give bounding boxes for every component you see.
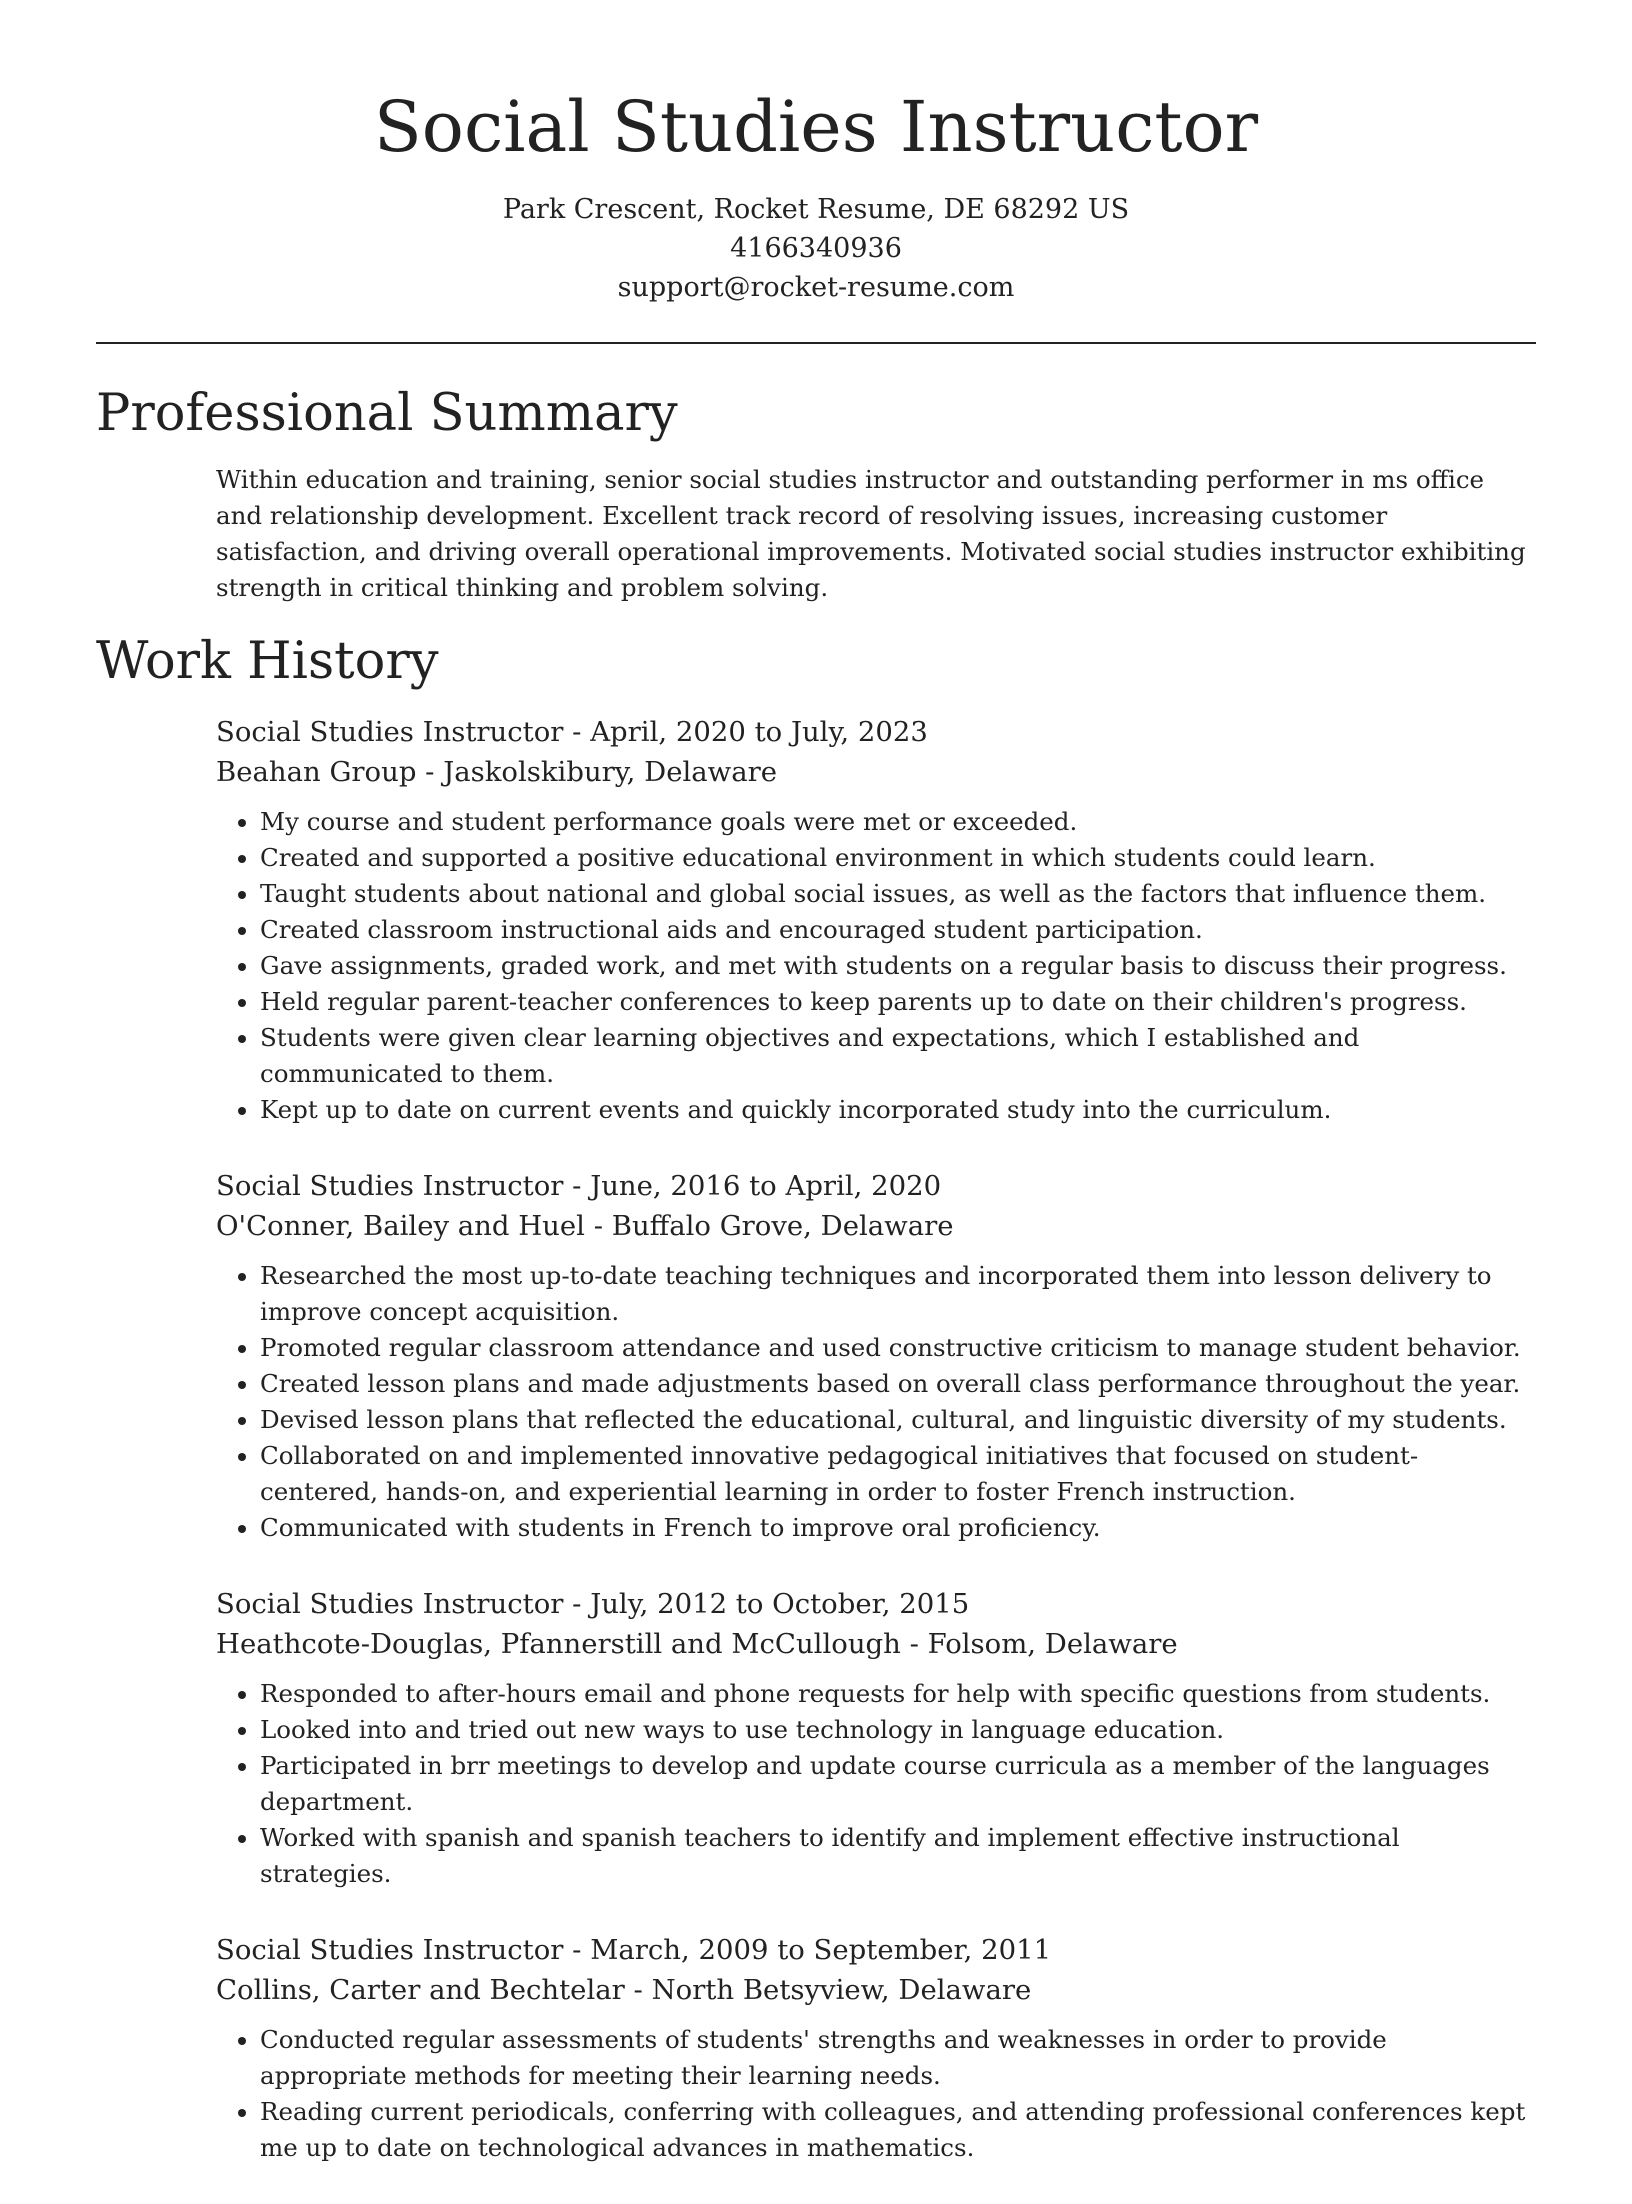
contact-phone: 4166340936 — [730, 233, 902, 264]
job-company-line: Collins, Carter and Bechtelar - North Betsyview, Delaware — [216, 1974, 1032, 2006]
job-bullet: • Created lesson plans and made adjustments based on overall class performance throughout the year. — [260, 1366, 1536, 1402]
resume-header — [0, 82, 1632, 307]
job-bullets — [216, 1676, 1536, 1892]
job-bullet: • Created classroom instructional aids and encouraged student participation. — [260, 912, 1536, 948]
candidate-name: Social Studies Instructor — [373, 86, 1259, 168]
job-bullets — [216, 2022, 1536, 2166]
job-bullet: • Researched the most up-to-date teaching techniques and incorporated them into lesson delivery to improve concept acquisition. — [260, 1258, 1536, 1330]
job-bullet: • Worked with spanish and spanish teachers to identify and implement effective instructional strategies. — [260, 1820, 1536, 1892]
job-location: Buffalo Grove, Delaware — [611, 1210, 954, 1242]
job-location: Folsom, Delaware — [927, 1628, 1178, 1660]
job-dates: March, 2009 to September, 2011 — [590, 1934, 1052, 1966]
job-bullets — [216, 804, 1536, 1128]
contact-address: Park Crescent, Rocket Resume, DE 68292 US — [502, 194, 1130, 225]
job-bullet: • Looked into and tried out new ways to use technology in language education. — [260, 1712, 1536, 1748]
job-role: Social Studies Instructor — [216, 1934, 564, 1966]
job-entry — [216, 712, 1536, 1128]
job-role: Social Studies Instructor — [216, 1170, 564, 1202]
job-bullet: • Promoted regular classroom attendance and used constructive criticism to manage student behavior. — [260, 1330, 1536, 1366]
work-history-heading: Work History — [96, 632, 439, 691]
job-location: Jaskolskibury, Delaware — [443, 756, 778, 788]
job-entry — [216, 1930, 1536, 2166]
job-bullet: • Participated in brr meetings to develop and update course curricula as a member of the languages department. — [260, 1748, 1536, 1820]
summary-text: Within education and training, senior social studies instructor and outstanding performer in ms office and relationship development. Excellent track record of resolving issues, increasing customer satisfaction, and driving overall operational improvements. Motivated social studies instructor exhibiting strength in critical thinking and problem solving. — [216, 465, 1526, 602]
work-history-list — [216, 712, 1536, 2204]
job-company: Heathcote-Douglas, Pfannerstill and McCullough — [216, 1628, 901, 1660]
job-company: Beahan Group — [216, 756, 417, 788]
job-bullet: • Conducted regular assessments of students' strengths and weaknesses in order to provide appropriate methods for meeting their learning needs. — [260, 2022, 1536, 2094]
job-dates: April, 2020 to July, 2023 — [590, 716, 928, 748]
job-title-line: Social Studies Instructor - April, 2020 to July, 2023 — [216, 716, 928, 748]
job-bullet: • Gave assignments, graded work, and met with students on a regular basis to discuss their progress. — [260, 948, 1536, 984]
job-dates: June, 2016 to April, 2020 — [590, 1170, 942, 1202]
job-bullet: • Collaborated on and implemented innovative pedagogical initiatives that focused on student-centered, hands-on, and experiential learning in order to foster French instruction. — [260, 1438, 1536, 1510]
job-role: Social Studies Instructor — [216, 716, 564, 748]
job-bullet: • Responded to after-hours email and phone requests for help with specific questions from students. — [260, 1676, 1536, 1712]
job-company-line: Beahan Group - Jaskolskibury, Delaware — [216, 756, 778, 788]
contact-email: support@rocket-resume.com — [617, 272, 1015, 303]
job-bullet: • Kept up to date on current events and quickly incorporated study into the curriculum. — [260, 1092, 1536, 1128]
job-bullet: • My course and student performance goals were met or exceeded. — [260, 804, 1536, 840]
job-entry — [216, 1584, 1536, 1892]
job-title-line: Social Studies Instructor - March, 2009 to September, 2011 — [216, 1934, 1052, 1966]
job-title-line: Social Studies Instructor - June, 2016 to April, 2020 — [216, 1170, 942, 1202]
contact-info — [0, 190, 1632, 307]
job-entry — [216, 1166, 1536, 1546]
job-bullet: • Students were given clear learning objectives and expectations, which I established and communicated to them. — [260, 1020, 1536, 1092]
job-bullets — [216, 1258, 1536, 1546]
job-company: O'Conner, Bailey and Huel — [216, 1210, 585, 1242]
job-bullet: • Devised lesson plans that reflected the educational, cultural, and linguistic diversity of my students. — [260, 1402, 1536, 1438]
job-bullet: • Communicated with students in French to improve oral proficiency. — [260, 1510, 1536, 1546]
job-location: North Betsyview, Delaware — [651, 1974, 1032, 2006]
job-bullet: • Reading current periodicals, conferring with colleagues, and attending professional conferences kept me up to date on technological advances in mathematics. — [260, 2094, 1536, 2166]
job-title-line: Social Studies Instructor - July, 2012 to October, 2015 — [216, 1588, 970, 1620]
job-bullet: • Held regular parent-teacher conferences to keep parents up to date on their children's progress. — [260, 984, 1536, 1020]
job-company: Collins, Carter and Bechtelar — [216, 1974, 625, 2006]
header-divider — [96, 342, 1536, 344]
job-bullet: • Created and supported a positive educational environment in which students could learn. — [260, 840, 1536, 876]
job-company-line: Heathcote-Douglas, Pfannerstill and McCullough - Folsom, Delaware — [216, 1628, 1178, 1660]
job-role: Social Studies Instructor — [216, 1588, 564, 1620]
job-company-line: O'Conner, Bailey and Huel - Buffalo Grove, Delaware — [216, 1210, 954, 1242]
job-bullet: • Taught students about national and global social issues, as well as the factors that influence them. — [260, 876, 1536, 912]
summary-heading: Professional Summary — [96, 384, 678, 443]
job-dates: July, 2012 to October, 2015 — [590, 1588, 970, 1620]
